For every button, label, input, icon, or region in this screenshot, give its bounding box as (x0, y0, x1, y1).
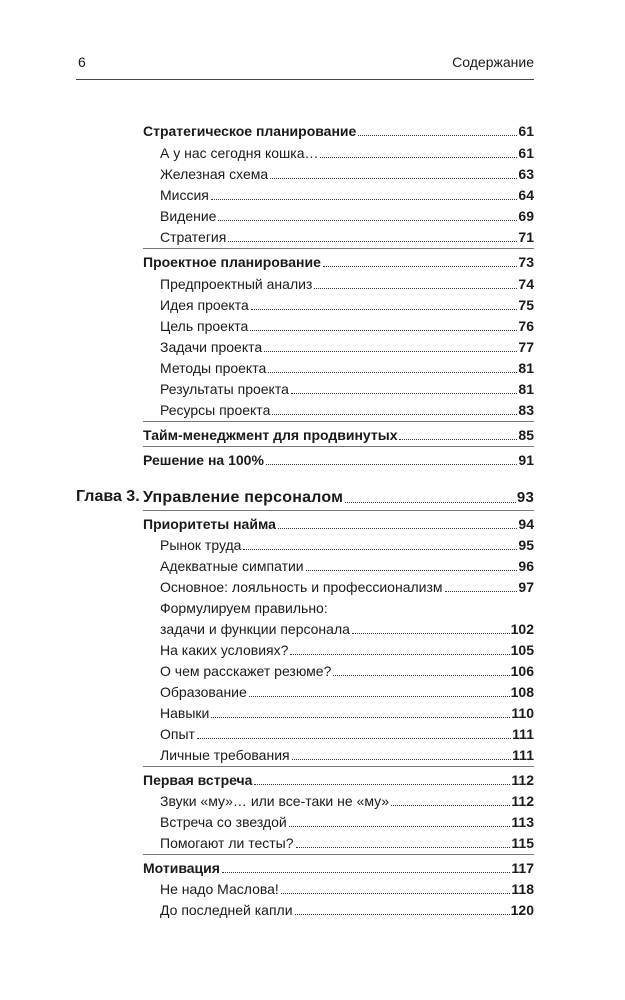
toc-entry (160, 401, 534, 418)
section-separator (143, 766, 534, 767)
toc-page-number: 76 (518, 318, 534, 334)
dot-leader (314, 288, 517, 289)
toc-page-number: 111 (512, 747, 534, 763)
dot-leader (264, 351, 517, 352)
toc-section (143, 771, 534, 788)
dot-leader (270, 178, 517, 179)
toc-section (143, 253, 534, 270)
dot-leader (197, 738, 511, 739)
toc-page-number: 105 (510, 642, 534, 658)
toc-title: Основное: лояльность и профессионализм (160, 579, 443, 595)
toc-page-number: 63 (518, 166, 534, 182)
toc-page-number: 93 (516, 489, 534, 506)
toc-entry (160, 683, 534, 700)
toc-entry (160, 704, 534, 721)
dot-leader (278, 528, 518, 529)
dot-leader (211, 717, 510, 718)
toc-page-number: 102 (510, 621, 534, 637)
toc-entry (160, 186, 534, 203)
toc-title: задачи и функции персонала (160, 621, 350, 637)
toc-page-number: 106 (510, 663, 534, 679)
toc-title: Цель проекта (160, 318, 249, 334)
dot-leader (254, 784, 510, 785)
toc-entry (160, 380, 534, 397)
dot-leader (222, 872, 510, 873)
dot-leader (333, 675, 509, 676)
toc-title: Управление персоналом (143, 489, 344, 506)
toc-section (143, 515, 534, 532)
dot-leader (290, 654, 509, 655)
toc-entry (160, 662, 534, 679)
toc-chapter (143, 489, 534, 506)
toc-entry (160, 296, 534, 313)
section-separator (143, 854, 534, 855)
dot-leader (352, 633, 510, 634)
toc-section (143, 426, 534, 443)
toc-page-number: 108 (510, 684, 534, 700)
section-separator (143, 421, 534, 422)
toc-entry (160, 578, 534, 595)
toc-title: Не надо Маслова! (160, 881, 279, 897)
toc-title: Стратегическое планирование (143, 123, 357, 139)
toc-page-number: 118 (511, 881, 534, 897)
dot-leader (281, 893, 511, 894)
toc-title: Предпроектный анализ (160, 276, 313, 292)
toc-title: Формулируем правильно: (160, 600, 328, 616)
toc-page-number: 94 (518, 516, 534, 532)
toc-page-number: 120 (510, 902, 534, 918)
toc-entry (160, 725, 534, 742)
dot-leader (291, 393, 518, 394)
header-rule (76, 79, 534, 80)
dot-leader (243, 549, 517, 550)
toc-page-number: 77 (518, 339, 534, 355)
toc-entry (160, 228, 534, 245)
toc-title: Методы проекта (160, 360, 267, 376)
dot-leader (391, 805, 510, 806)
toc-title: На каких условиях? (160, 642, 289, 658)
toc-page-number: 81 (518, 360, 534, 376)
toc-page-number: 96 (518, 558, 534, 574)
dot-leader (211, 199, 518, 200)
toc-title: Видение (160, 208, 217, 224)
dot-leader (292, 759, 512, 760)
toc-entry (160, 557, 534, 574)
toc-title: Звуки «му»… или все-таки не «му» (160, 793, 390, 809)
dot-leader (296, 847, 511, 848)
dot-leader (323, 266, 518, 267)
dot-leader (289, 826, 511, 827)
toc-entry (160, 359, 534, 376)
toc-page-number: 95 (518, 537, 534, 553)
dot-leader (268, 372, 517, 373)
toc-page-number: 71 (518, 229, 534, 245)
toc-entry (160, 792, 534, 809)
toc-title: Личные требования (160, 747, 290, 763)
running-title: Содержание (452, 54, 534, 70)
dot-leader (249, 696, 510, 697)
toc-title: Идея проекта (160, 297, 249, 313)
toc-title: Опыт (160, 726, 195, 742)
toc-page-number: 112 (511, 772, 534, 788)
toc-entry (160, 813, 534, 830)
toc-entry (160, 746, 534, 763)
dot-leader (399, 439, 517, 440)
toc-title: Навыки (160, 705, 210, 721)
toc-page-number: 97 (518, 579, 534, 595)
toc-title: Тайм-менеджмент для продвинутых (143, 427, 398, 443)
dot-leader (306, 570, 518, 571)
dot-leader (218, 220, 517, 221)
toc-title: О чем расскажет резюме? (160, 663, 332, 679)
toc-entry (160, 901, 534, 918)
toc-title: Адекватные симпатии (160, 558, 304, 574)
toc-title: Решение на 100% (143, 452, 264, 468)
toc-entry (160, 834, 534, 851)
toc-page-number: 64 (518, 187, 534, 203)
toc-entry (160, 620, 534, 637)
toc-entry (160, 144, 534, 161)
toc-page-number: 61 (518, 123, 534, 139)
toc-entry (160, 275, 534, 292)
dot-leader (295, 914, 510, 915)
toc-title: До последней капли (160, 902, 293, 918)
toc-title: Проектное планирование (143, 254, 321, 270)
dot-leader (358, 135, 517, 136)
toc-title: Ресурсы проекта (160, 402, 271, 418)
toc-entry (160, 641, 534, 658)
toc-entry (160, 536, 534, 553)
toc-title: Железная схема (160, 166, 269, 182)
toc-page-number: 74 (518, 276, 534, 292)
toc-title: Рынок труда (160, 537, 242, 553)
section-separator (143, 248, 534, 249)
toc-title: Задачи проекта (160, 339, 263, 355)
dot-leader (445, 591, 518, 592)
toc-title: Стратегия (160, 229, 227, 245)
toc-page-number: 73 (518, 254, 534, 270)
dot-leader (266, 464, 518, 465)
dot-leader (272, 414, 517, 415)
toc-title: Первая встреча (143, 772, 253, 788)
toc-page-number: 81 (518, 381, 534, 397)
dot-leader (250, 330, 517, 331)
toc-title: А у нас сегодня кошка… (160, 145, 319, 161)
toc-page-number: 61 (518, 145, 534, 161)
toc-page-number: 117 (511, 860, 534, 876)
toc-title: Помогают ли тесты? (160, 835, 294, 851)
toc-page-number: 113 (511, 814, 534, 830)
toc-entry (160, 599, 534, 616)
toc-title: Мотивация (143, 860, 220, 876)
toc-entry (160, 165, 534, 182)
toc-page-number: 115 (511, 835, 534, 851)
running-header (0, 54, 625, 74)
toc-page-number: 91 (518, 452, 534, 468)
toc-entry (160, 880, 534, 897)
toc-section (143, 859, 534, 876)
toc-page-number: 83 (518, 402, 534, 418)
toc-section (143, 451, 534, 468)
section-separator (143, 510, 534, 511)
toc-title: Миссия (160, 187, 209, 203)
dot-leader (228, 241, 517, 242)
toc-entry (160, 317, 534, 334)
dot-leader (251, 309, 518, 310)
toc-entry (160, 338, 534, 355)
toc-section (143, 122, 534, 139)
toc-page-number: 85 (518, 427, 534, 443)
toc-page-number: 112 (511, 793, 534, 809)
section-separator (143, 446, 534, 447)
page-number: 6 (78, 54, 86, 70)
toc-page-number: 75 (518, 297, 534, 313)
toc-title: Результаты проекта (160, 381, 289, 397)
chapter-number: Глава 3. (76, 488, 140, 505)
toc-title: Образование (160, 684, 247, 700)
toc-title: Приоритеты найма (143, 516, 276, 532)
dot-leader (345, 502, 516, 503)
toc-page-number: 69 (518, 208, 534, 224)
toc-page-number: 111 (512, 726, 534, 742)
dot-leader (320, 157, 517, 158)
toc-entry (160, 207, 534, 224)
toc-page-number: 110 (511, 705, 534, 721)
toc-title: Встреча со звездой (160, 814, 287, 830)
